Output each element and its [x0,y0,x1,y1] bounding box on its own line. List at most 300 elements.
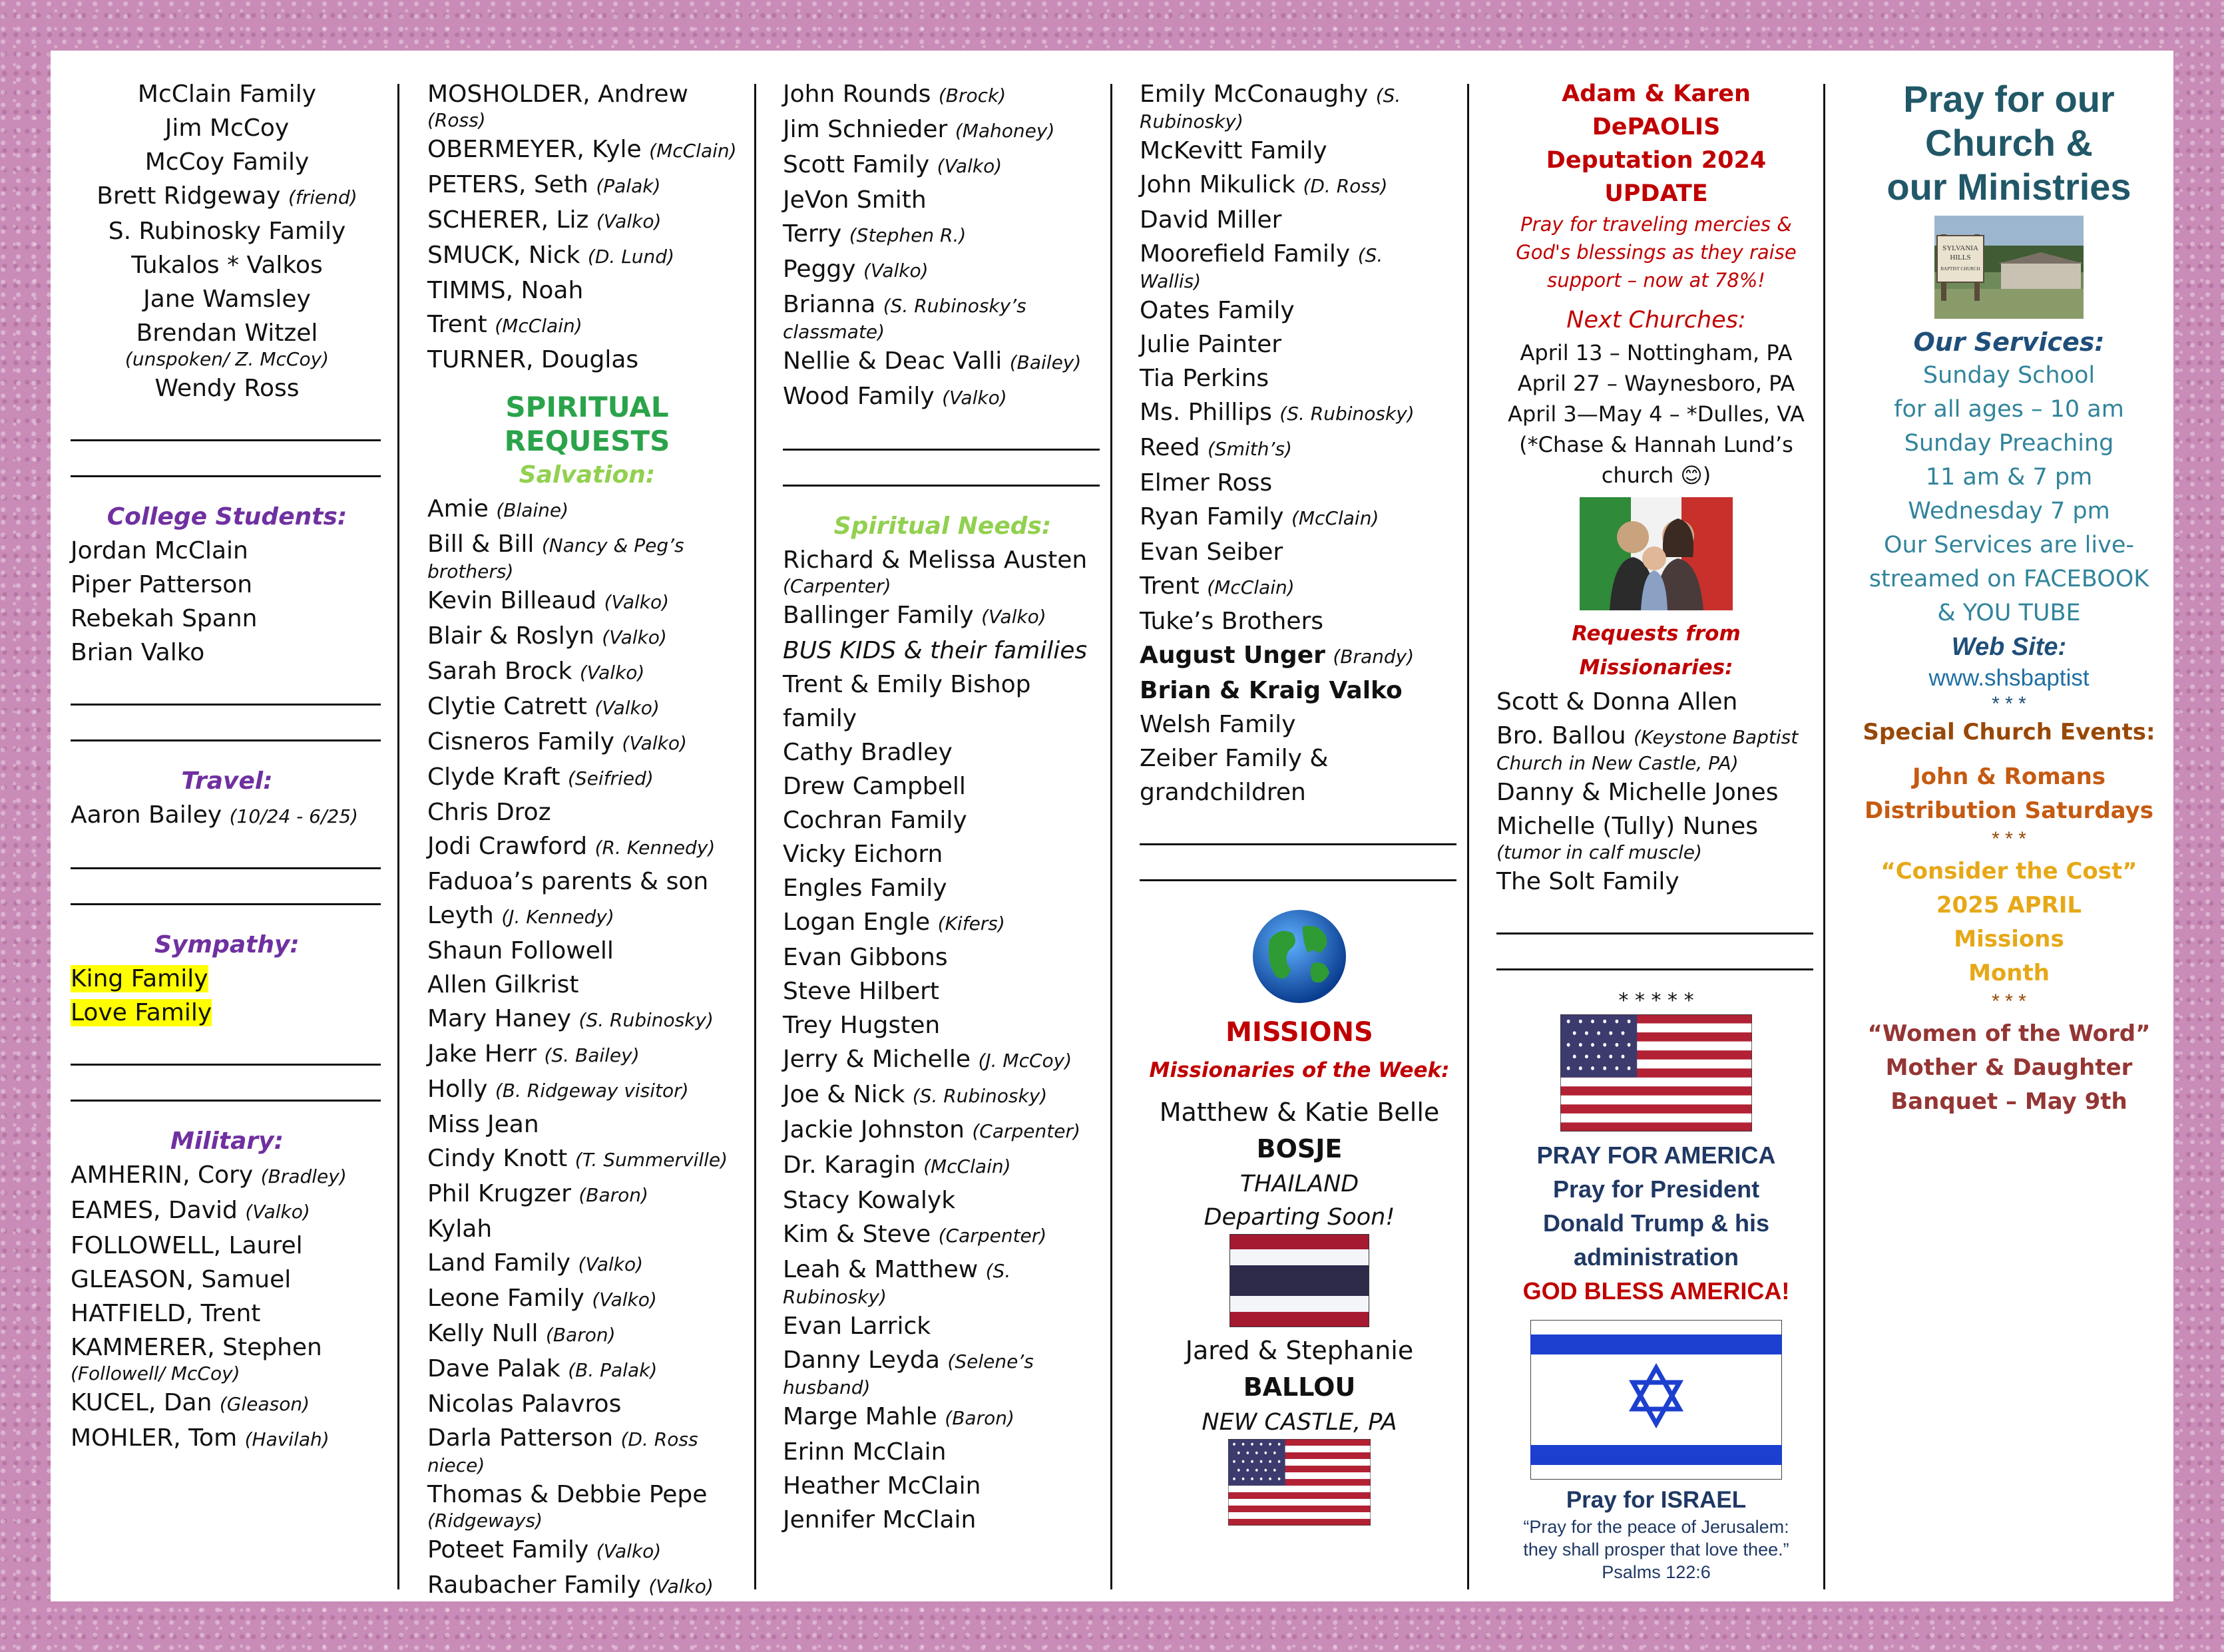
list-item [427,1072,747,1108]
entry-note: (McClain) [923,1155,1011,1177]
entry-note: (Bradley) [260,1165,347,1187]
list-item [427,132,747,168]
list-item [427,690,747,725]
list-item [783,1503,1102,1537]
entry-name: TURNER, Douglas [427,346,639,373]
entry-name: Welsh Family [1140,711,1296,738]
entry-name: Jim Schnieder [783,116,948,143]
entry-name: Allen Gilkrist [427,971,579,998]
list-item [1140,134,1459,168]
entry-name: Amie [427,495,489,522]
text-line: PRAY FOR AMERICA [1536,1141,1776,1169]
entry-name: OBERMEYER, Kyle [427,136,642,163]
entry-note: (Seifried) [567,767,654,789]
entry-name: Brian & Kraig Valko [1140,677,1403,704]
text-line: 11 am & 7 pm [1925,464,2093,491]
list-item [783,871,1102,905]
spiritual-needs-list-cont [1140,77,1459,809]
column-divider [397,84,399,1589]
entry-name: Dave Palak [427,1355,560,1382]
entry-note: (Blaine) [496,499,569,521]
list-item [1140,638,1459,674]
list-item [783,905,1102,940]
entry-name: Trent & Emily Bishop [783,671,1031,698]
entry-note: (Valko) [594,697,660,719]
text-line: & YOU TUBE [1937,600,2081,626]
entry-name: Moorefield Family [1140,240,1351,268]
list-item [427,1421,747,1456]
blank-line [71,706,381,741]
military-list-cont [427,77,747,377]
services-heading: Our Services: [1913,327,2105,357]
list-item [427,1141,747,1177]
entry-name: Leyth [427,902,494,929]
text-line: Donald Trump & his [1542,1209,1769,1237]
entry-name: Steve Hilbert [783,978,940,1005]
entry-name: Ballinger Family [783,602,974,629]
list-item [427,1478,747,1512]
list-item [1496,865,1816,899]
list-item [427,899,747,934]
entry-name: McCoy Family [144,148,310,176]
list-item [71,1263,383,1297]
entry-note: (Valko) [592,1289,657,1311]
list-item [1140,604,1459,638]
blank-line [1496,934,1813,970]
entry-name: Jane Wamsley [143,286,311,313]
entry-note: (McClain) [1207,576,1295,598]
list-item [427,1387,747,1421]
spiritual-needs-list [783,543,1102,1537]
entry-name: Elmer Ross [1140,469,1273,497]
entry-note: (B. Palak) [568,1359,658,1381]
entry-name: Bill & Bill [427,530,535,558]
list-item [1496,719,1816,754]
list-item [71,282,383,316]
entry-note: (Mahoney) [955,120,1055,142]
blank-line [71,405,381,441]
entry-note: (Followell/ McCoy) [71,1362,240,1384]
entry-name: Mary Haney [427,1005,572,1032]
text-line: “Consider the Cost” [1881,858,2137,885]
text-line: Sunday Preaching [1904,430,2114,457]
text-line: Our Services are live- [1883,532,2134,558]
list-item [783,1343,1102,1378]
list-item [783,288,1102,323]
blank-line [1140,809,1456,845]
blank-line [71,833,381,869]
entry-note: (S. Rubinosky) [912,1085,1048,1107]
entry-name: Trey Hugsten [783,1012,941,1039]
list-item [783,634,1102,668]
entry-note: (S. Rubinosky) [578,1009,714,1031]
list-item [1140,431,1459,466]
entry-name: Brendan Witzel [136,319,318,347]
list-item [71,1386,383,1421]
entry-name: Jake Herr [427,1040,537,1068]
list-item [783,1008,1102,1042]
entry-name: Trent [1140,572,1200,600]
entry-note: (Selene’s [947,1350,1034,1372]
list-item [427,829,747,865]
entry-note: (Valko) [596,1540,662,1562]
list-item [427,1317,747,1352]
column-4 [1140,77,1459,1575]
entry-note: (J. Kennedy) [501,906,614,928]
entry-name: August Unger [1140,642,1325,669]
blank-line [71,670,381,706]
entry-name: Tuke’s Brothers [1140,608,1324,635]
list-item [427,1352,747,1387]
entry-name: Jennifer McClain [783,1506,977,1534]
list-item [427,1177,747,1212]
list-item [71,1360,383,1386]
text-line: April 13 – Nottingham, PA [1520,340,1793,365]
list-item [1140,327,1459,361]
entry-note: (Valko) [648,1575,714,1597]
list-item [783,77,1102,112]
list-item [783,252,1102,288]
list-item [71,1158,383,1193]
list-item [1496,839,1816,865]
entry-note: (J. McCoy) [978,1050,1072,1072]
entry-note: (Valko) [579,662,645,684]
entry-name: Faduoa’s parents & son [427,868,709,895]
entry-name: Terry [783,220,842,248]
missions-title: MISSIONS [1225,1017,1373,1048]
list-item [783,1042,1102,1078]
entry-name: Michelle (Tully) Nunes [1496,813,1759,840]
entry-note: (D. Ross [620,1428,698,1450]
entry-name: Joe & Nick [783,1081,905,1108]
list-item [1140,674,1459,708]
entry-name: Ryan Family [1140,503,1284,530]
entry-name: Reed [1140,434,1200,461]
list-item [427,1246,747,1281]
stars-divider: * * * * * [1618,989,1694,1012]
entry-name: MOHLER, Tom [71,1424,238,1452]
entry-name: Cochran Family [783,807,967,834]
entry-note: (Carpenter) [972,1120,1080,1142]
entry-note: (B. Ridgeway visitor) [495,1080,689,1102]
list-item [427,865,747,899]
entry-name: Danny & Michelle Jones [1496,779,1779,806]
list-item [71,962,383,996]
entry-name: JeVon Smith [783,186,927,214]
text-line: Pray for President [1552,1175,1760,1203]
list-item [1140,500,1459,535]
list-item [783,217,1102,252]
entry-name: Darla Patterson [427,1424,614,1452]
missionaries-heading: Missionaries of the Week: [1149,1058,1450,1082]
text-line: church 😊) [1601,463,1711,488]
blank-line [1140,845,1456,881]
list-item [427,1037,747,1072]
list-item [1140,203,1459,237]
entry-note: (unspoken/ Z. McCoy) [124,348,330,370]
entry-note: Rubinosky) [783,1286,887,1308]
college-heading: College Students: [107,503,347,530]
list-item [71,179,383,214]
entry-name: Scott Family [783,151,930,178]
list-item [71,371,383,405]
column-3 [783,77,1102,1575]
entry-name: Jerry & Michelle [783,1046,971,1073]
missionary-family-photo [1580,497,1733,610]
list-item [783,837,1102,871]
entry-note: (Valko) [622,732,687,754]
entry-note: (Ross) [427,109,486,131]
blank-line [71,1030,381,1066]
entry-note: (Valko) [863,260,929,282]
entry-note: (Valko) [942,387,1007,409]
list-item [1140,77,1459,112]
entry-name: Kelly Null [427,1320,539,1347]
entry-note: (Nancy & Peg’s [541,534,684,556]
list-item [783,940,1102,974]
entry-name: S. Rubinosky Family [108,218,346,245]
entry-note: (friend) [288,186,357,208]
text-line: Sunday School [1922,362,2096,389]
israel-quote [1496,1516,1816,1583]
text-line: Distribution Saturdays [1865,797,2153,824]
column-1 [71,77,383,1575]
bulletin-sheet [51,51,2173,1601]
entry-name: Nicolas Palavros [427,1390,622,1418]
sign-text-line: HILLS [1950,254,1971,262]
depaolis-update-text [1496,210,1816,294]
text-line: streamed on FACEBOOK [1869,566,2149,592]
entry-name: Evan Gibbons [783,944,948,971]
services-list [1856,359,2162,630]
pray-for-israel-heading: Pray for ISRAEL [1566,1487,1747,1513]
entry-name: Miss Jean [427,1111,539,1138]
blank-line [71,1066,381,1102]
stars-divider: * * * [1992,990,2026,1012]
entry-name: TIMMS, Noah [427,277,584,304]
military-list [71,1158,383,1456]
entry-name: Zeiber Family & [1140,745,1329,772]
list-item [1140,775,1459,809]
entry-note: (S. Rubinosky) [1279,403,1415,425]
entry-name: Kim & Steve [783,1221,931,1248]
entry-name: Sarah Brock [427,658,572,685]
entry-name: Engles Family [783,875,947,902]
sympathy-list [71,962,383,1030]
list-item [71,111,383,145]
list-item [427,1568,747,1603]
entry-note: (Brandy) [1333,646,1415,668]
list-item [783,1183,1102,1217]
entry-name: FOLLOWELL, Laurel [71,1232,303,1259]
entry-name: PETERS, Seth [427,171,588,198]
god-bless-america: GOD BLESS AMERICA! [1522,1277,1790,1305]
entry-name: EAMES, David [71,1197,238,1224]
travel-list [71,798,383,833]
stars-divider: * * * [1992,828,2026,850]
entry-name: Cindy Knott [427,1145,568,1172]
entry-name: Holly [427,1076,488,1103]
entry-name: Scott & Donna Allen [1496,688,1738,716]
entry-name: Poteet Family [427,1536,589,1563]
pray-for-church-title [1856,77,2162,209]
text-line: for all ages – 10 am [1894,396,2124,423]
entry-note: (Carpenter) [783,575,891,597]
list-item [1496,775,1816,809]
entry-note: (Valko) [604,591,670,613]
blank-line [1496,899,1813,934]
entry-name: BUS KIDS & their families [783,637,1088,664]
entry-name: Ms. Phillips [1140,399,1272,426]
entry-note: brothers) [427,560,514,582]
text-line: Church & [1925,122,2093,164]
israel-flag-icon [1530,1320,1782,1480]
column-divider [1110,84,1112,1589]
list-item [1496,685,1816,719]
entry-note: (Gleason) [219,1393,310,1415]
list-item [427,527,747,562]
entry-note: (Valko) [981,606,1046,628]
list-item [71,1297,383,1331]
entry-name: John Mikulick [1140,171,1295,198]
list-item [71,996,383,1030]
list-item [783,1113,1102,1148]
entry-name: Jodi Crawford [427,833,588,860]
entry-note: (McClain) [649,140,737,162]
text-line: Jordan McClain [71,537,248,564]
list-item [783,735,1102,769]
entry-note: (Baron) [545,1324,616,1346]
entry-note: (Valko) [578,1253,644,1275]
special-events-heading: Special Church Events: [1863,719,2155,745]
column-6 [1856,77,2162,1575]
prayer-list-top [71,77,383,405]
event-women-of-word [1856,1017,2162,1119]
list-item [1496,809,1816,843]
entry-name: Wendy Ross [154,375,300,402]
entry-name: Leah & Matthew [783,1256,979,1283]
list-item [1140,237,1459,272]
text-line: Missions [1954,926,2064,952]
entry-name: grandchildren [1140,779,1306,806]
entry-note: (Valko) [596,210,662,232]
list-item [1140,569,1459,604]
list-item [783,1078,1102,1113]
entry-name: Evan Seiber [1140,538,1283,566]
list-item [783,668,1102,702]
missionary-bosje: Matthew & Katie Belle BOSJE THAILAND Departing Soon! [1159,1098,1440,1231]
list-item [783,1469,1102,1503]
list-item [427,492,747,527]
missionary-requests-heading: Requests from Missionaries: [1572,622,1741,680]
depaolis-title: Adam & Karen DePAOLIS Deputation 2024 UPDATE [1546,81,1767,207]
entry-name: Brett Ridgeway [97,182,281,210]
salvation-list [427,492,747,1603]
entry-name: Leone Family [427,1285,584,1312]
column-5 [1496,77,1816,1582]
list-item [427,1533,747,1568]
list-item [427,168,747,203]
list-item [71,1193,383,1229]
list-item [71,346,383,371]
list-item [783,1309,1102,1343]
entry-note: niece) [427,1454,485,1476]
list-item [427,584,747,619]
entry-name: Stacy Kowalyk [783,1187,956,1214]
entry-note: Church in New Castle, PA) [1496,752,1739,774]
event-distribution [1856,760,2162,828]
list-item [427,1281,747,1317]
list-item [783,1217,1102,1253]
entry-name: KUCEL, Dan [71,1389,212,1416]
list-item [1140,466,1459,500]
entry-note: (R. Kennedy) [594,837,716,859]
entry-name: John Rounds [783,81,931,108]
list-item [783,1148,1102,1183]
entry-note: (Valko) [602,626,667,648]
entry-note: (S. Bailey) [544,1044,640,1066]
text-line: “Pray for the peace of Jerusalem: [1523,1517,1789,1537]
pray-for-america [1496,1138,1816,1274]
entry-name: Bro. Ballou [1496,722,1626,749]
blank-line [71,441,381,477]
college-list [71,534,383,670]
entry-name: Phil Krugzer [427,1180,571,1207]
entry-note: (D. Ross) [1303,175,1388,197]
list-item [427,274,747,308]
entry-name: Vicky Eichorn [783,841,943,868]
text-line: April 27 – Waynesboro, PA [1517,371,1795,396]
text-line: Wednesday 7 pm [1908,498,2110,524]
salvation-list-cont [783,77,1102,415]
list-item [783,598,1102,634]
list-item [783,379,1102,415]
entry-name: Cathy Bradley [783,739,953,766]
text-line: support – now at 78%! [1547,269,1765,292]
text-line: April 3—May 4 – *Dulles, VA [1508,401,1805,427]
list-item [427,968,747,1002]
website-link[interactable]: www.shsbaptist [1928,665,2090,691]
list-item [783,183,1102,217]
text-line: John & Romans [1912,763,2106,790]
entry-name: Clytie Catrett [427,693,587,720]
entry-name: Kevin Billeaud [427,587,597,614]
list-item [71,214,383,248]
text-line: Pray for traveling mercies & [1520,213,1792,236]
entry-note: (Baron) [945,1407,1014,1429]
entry-note: (D. Lund) [587,246,674,268]
list-item [783,1400,1102,1435]
list-item [1140,294,1459,327]
usa-flag-icon [1228,1439,1371,1526]
list-item [427,619,747,654]
entry-note: (Brock) [938,85,1006,106]
list-item [71,248,383,282]
list-item [1140,361,1459,395]
event-missions-month [1856,855,2162,990]
entry-note: (Ridgeways) [427,1510,543,1532]
text-line: Month [1968,960,2050,986]
list-item [783,1435,1102,1469]
salvation-heading: Salvation: [519,461,656,489]
entry-name: Jackie Johnston [783,1116,965,1143]
entry-note: (S. [985,1260,1011,1282]
entry-note: (Stephen R.) [849,224,967,246]
entry-name: Blair & Roslyn [427,622,594,650]
list-item [783,702,1102,735]
entry-note: (10/24 - 6/25) [229,805,358,827]
list-item [427,795,747,829]
